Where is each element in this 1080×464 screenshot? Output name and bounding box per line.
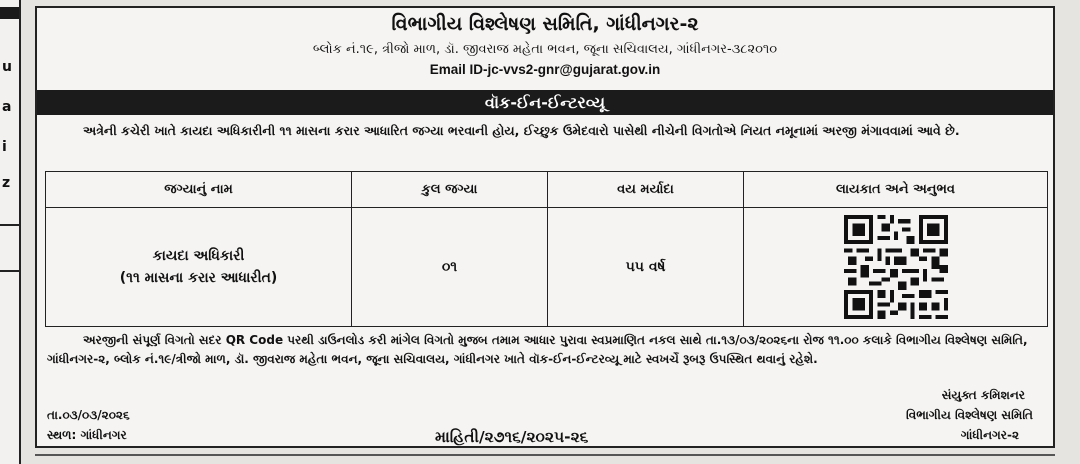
column-fragment: i (2, 139, 7, 155)
issue-place: સ્થળ: ગાંધીનગર (47, 428, 127, 442)
ad-title: વિભાગીય વિશ્લેષણ સમિતિ, ગાંધીનગર-૨ (391, 13, 699, 35)
advertisement (35, 6, 1055, 448)
table-row (46, 208, 1048, 327)
post-contract-note: (૧૧ માસના કરાર આધારીત) (119, 270, 278, 286)
ad-email[interactable]: Email ID-jc-vvs2-gnr@gujarat.gov.in (429, 62, 661, 77)
signatory-designation: સંયુક્ત કમિશનર (941, 388, 1025, 402)
cell-age-limit: ૫૫ વર્ષ (548, 208, 744, 327)
footer-paragraph: અરજીની સંપૂર્ણ વિગતો સદર QR Code પરથી ડાઉનલોડ કરી માંગેલ વિગતો મુજબ તમામ આધાર પુરાવા સ્વપ્રમાણિત નકલ સાથે તા.૧૩/૦૩/૨૦૨૬ના રોજ ૧૧.૦૦ કલાકે વિભાગીય વિશ્લેષણ સમિતિ, ગાંધીનગર-૨, બ્લોક નં.૧૯/ત્રીજો માળ, ડૉ. જીવરાજ મહેતા ભવન, જૂના સચિવાલય, ગાંધીનગર ખાતે વૉક-ઈન-ઈન્ટરવ્યૂ માટે સ્વખર્ચે રૂબરૂ ઉપસ્થિત થવાનું રહેશે. (47, 333, 1028, 366)
ad-address: બ્લોક નં.૧૯, ત્રીજો માળ, ડૉ. જીવરાજ મહેતા ભવન, જૂના સચિવાલય, ગાંધીનગર-૩૮૨૦૧૦ (312, 42, 778, 57)
page-bottom-rule (35, 454, 1055, 456)
header-age-limit: વય મર્યાદા (548, 172, 744, 208)
column-fragment: a (2, 99, 12, 115)
issue-date: તા.૦૩/૦૩/૨૦૨૬ (47, 408, 130, 422)
cell-total-posts: ૦૧ (352, 208, 548, 327)
column-fragment: u (2, 59, 12, 75)
post-title: કાયદા અધિકારી (152, 248, 245, 264)
intro-paragraph: અત્રેની કચેરી ખાતે કાયદા અધિકારીની ૧૧ માસના કરાર આધારિત જગ્યા ભરવાની હોય, ઈચ્છુક ઉમેદવારો પાસેથી નીચેની વિગતોએ નિયત નમૂનામાં અરજી મંગાવવામાં આવે છે. (83, 123, 960, 138)
column-divider (0, 224, 19, 226)
adjacent-column (0, 0, 21, 464)
walk-in-banner: વૉક-ઈન-ઈન્ટરવ્યૂ (37, 90, 1053, 115)
qr-code-icon[interactable] (844, 215, 948, 319)
column-top-bar (0, 7, 19, 19)
vacancy-table (45, 171, 1048, 327)
reference-number: માહિતી/૨૭૧૬/૨૦૨૫-૨૬ (435, 428, 589, 446)
header-post-name: જગ્યાનું નામ (46, 172, 352, 208)
cell-post-name (46, 208, 352, 327)
header-qualification: લાયકાત અને અનુભવ (744, 172, 1048, 208)
signatory-office: વિભાગીય વિશ્લેષણ સમિતિ (906, 408, 1033, 422)
signatory-city: ગાંધીનગર-૨ (960, 428, 1019, 442)
cell-qualification (744, 208, 1048, 327)
table-header-row (46, 172, 1048, 208)
column-fragment: z (2, 175, 11, 191)
column-divider (0, 270, 19, 272)
header-total-posts: કુલ જગ્યા (352, 172, 548, 208)
